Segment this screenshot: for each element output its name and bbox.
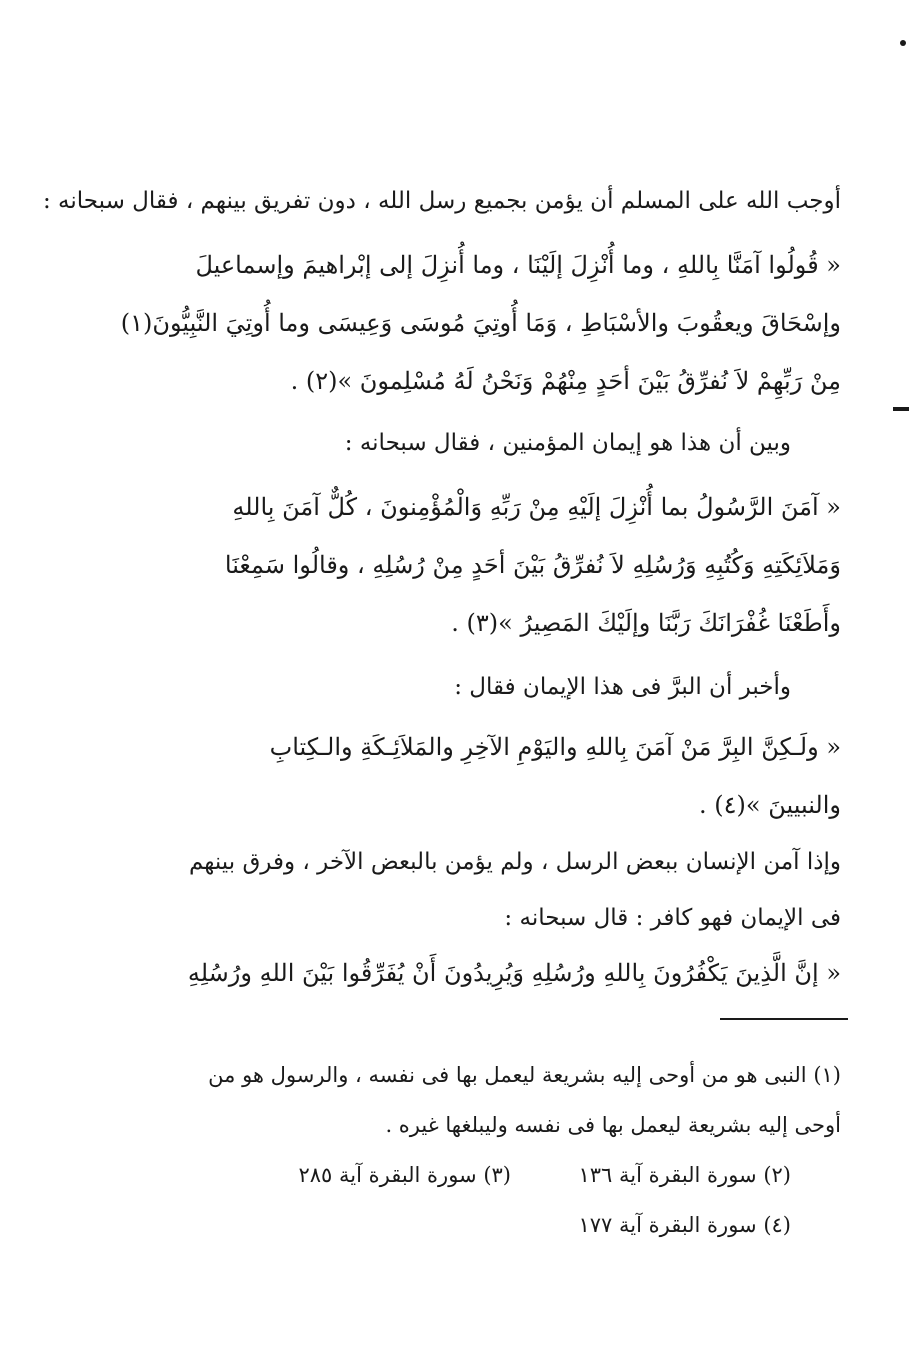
margin-mark-top: [900, 40, 906, 46]
footnote-line: (٣) سورة البقرة آية ٢٨٥: [298, 1163, 511, 1187]
verse-line: والنبيينَ »(٤) .: [699, 791, 841, 819]
verse-quote-3: [141, 718, 841, 834]
verse-line: وأَطَعْنَا غُفْرَانَكَ رَبَّنَا وإلَيْكَ المَصِيرُ »(٣) .: [451, 609, 841, 637]
footnote-line: (١) النبى هو من أوحى إليه بشريعة ليعمل بها فى نفسه ، والرسول هو من: [208, 1063, 841, 1087]
verse-line: « إنَّ الَّذِينَ يَكْفُرُونَ بِاللهِ ورُسُلِهِ وَيُرِيدُونَ أَنْ يُفَرِّقُوا بَيْنَ اللهِ ورُسُلِهِ: [187, 959, 841, 987]
text-line: فى الإيمان فهو كافر : قال سبحانه :: [504, 905, 841, 931]
verse-line: « ولَـكِنَّ البِرَّ مَنْ آمَنَ بِاللهِ واليَوْمِ الآخِرِ والمَلاَئِـكَةِ والـكِتابِ: [269, 733, 841, 761]
verse-quote-1: [120, 236, 841, 410]
verse-line: « آمَنَ الرَّسُولُ بما أُنْزِلَ إلَيْهِ مِنْ رَبِّهِ وَالْمُؤْمِنونَ ، كُلٌّ آمَنَ بِاللهِ: [232, 493, 841, 521]
verse-quote-4: [141, 944, 841, 1002]
verse-line: « قُولُوا آمَنَّا بِاللهِ ، وما أُنْزِلَ إلَيْنَا ، وما أُنزِلَ إلى إبْراهيمَ وإسماعيلَ: [195, 251, 841, 279]
footnote-1: [141, 1050, 841, 1150]
righteousness-paragraph: [141, 658, 791, 716]
text-line: وبين أن هذا هو إيمان المؤمنين ، فقال سبحانه :: [344, 430, 791, 456]
margin-mark-middle: [893, 407, 909, 411]
disbelief-paragraph: [141, 834, 841, 946]
text-line: وأخبر أن البرَّ فى هذا الإيمان فقال :: [454, 674, 791, 700]
footnote-separator: [720, 1018, 848, 1020]
believers-paragraph: [141, 414, 791, 472]
footnote-4: [531, 1200, 791, 1250]
text-line: أوجب الله على المسلم أن يؤمن بجميع رسل الله ، دون تفريق بينهم ، فقال سبحانه :: [42, 188, 841, 214]
footnote-line: (٤) سورة البقرة آية ١٧٧: [578, 1213, 791, 1237]
verse-line: وإسْحَاقَ ويعقُوبَ والأسْبَاطِ ، وَمَا أُوتِيَ مُوسَى وَعِيسَى وما أُوتِيَ النَّبِيُّونَ(١): [120, 309, 841, 337]
verse-line: مِنْ رَبِّهِمْ لاَ نُفرِّقُ بَيْنَ أحَدٍ مِنْهُمْ وَنَحْنُ لَهُ مُسْلِمونَ »(٢) .: [290, 367, 841, 395]
footnote-3: [251, 1150, 511, 1200]
footnote-2: [531, 1150, 791, 1200]
verse-quote-2: [141, 478, 841, 652]
intro-paragraph: [42, 172, 841, 230]
footnote-line: (٢) سورة البقرة آية ١٣٦: [578, 1163, 791, 1187]
text-line: وإذا آمن الإنسان ببعض الرسل ، ولم يؤمن بالبعض الآخر ، وفرق بينهم: [188, 849, 841, 875]
footnote-line: أوحى إليه بشريعة ليعمل بها فى نفسه وليبلغها غيره .: [385, 1113, 841, 1137]
verse-line: وَمَلاَئِكَتِهِ وَكُتُبِهِ وَرُسُلِهِ لاَ نُفرِّقُ بَيْنَ أحَدٍ مِنْ رُسُلِهِ ، وقالُوا سَمِعْنَا: [224, 551, 841, 579]
